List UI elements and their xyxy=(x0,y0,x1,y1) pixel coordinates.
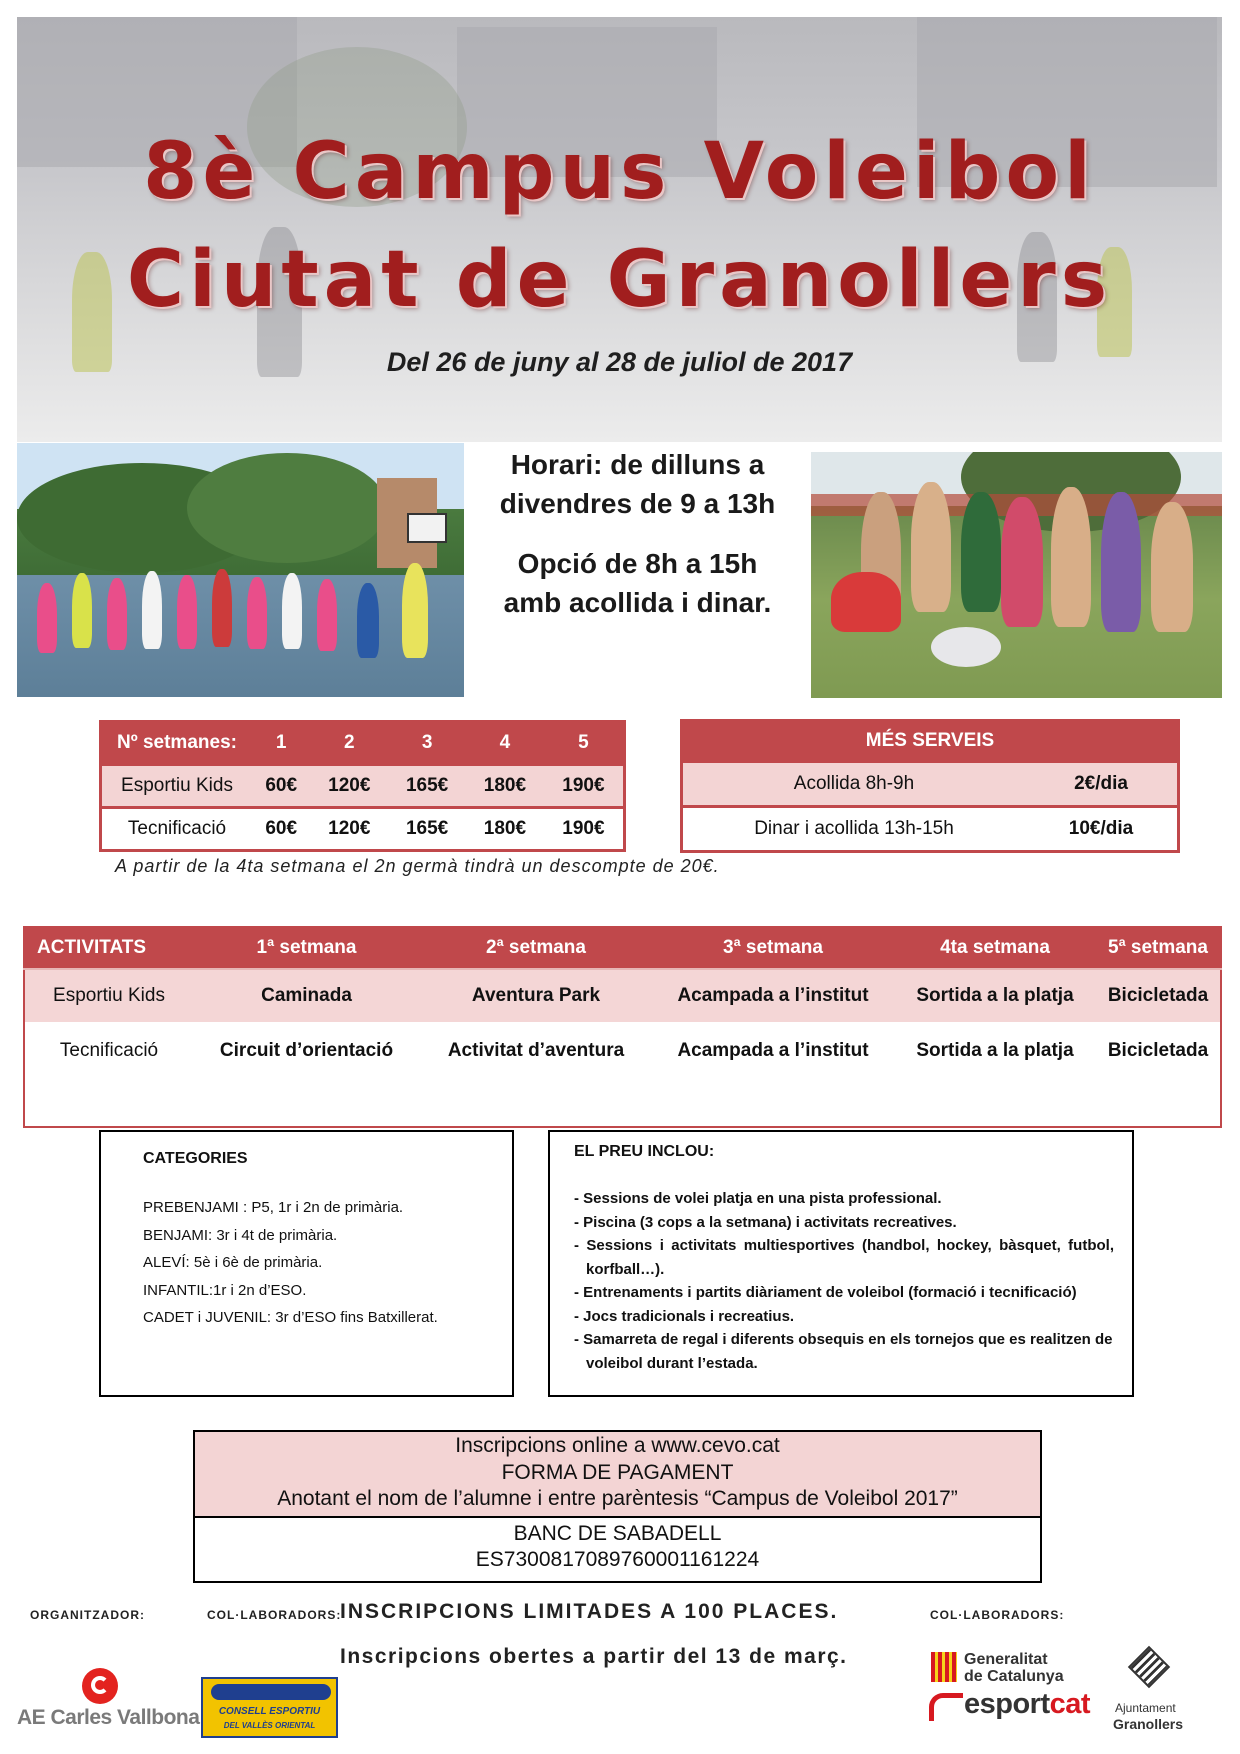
esportcat-logo-text: esportcat xyxy=(964,1688,1091,1720)
payment-method-title: FORMA DE PAGAMENT xyxy=(501,1461,734,1484)
service-price: 2€/dia xyxy=(1025,762,1179,807)
collaborators-label-right: COL·LABORADORS: xyxy=(930,1608,1065,1622)
activity-item: Bicicletada xyxy=(1107,1040,1209,1061)
activity-item: Activitat d’aventura xyxy=(447,1040,625,1061)
category-item: BENJAMI: 3r i 4t de primària. xyxy=(143,1226,338,1244)
services-header-row xyxy=(682,721,1179,762)
price-value: 120€ xyxy=(310,765,388,808)
services-table xyxy=(680,719,1180,853)
activity-item: Circuit d’orientació xyxy=(219,1040,394,1061)
service-label: Dinar i acollida 13h-15h xyxy=(682,807,1026,852)
photo-volleyball-court xyxy=(17,443,464,697)
categories-list xyxy=(143,1194,503,1332)
photo-campers-group xyxy=(811,452,1222,698)
bank-iban: ES7300817089760001161224 xyxy=(475,1548,760,1571)
categories-title: CATEGORIES xyxy=(143,1150,248,1167)
price-week-4: 4 xyxy=(466,722,544,765)
activities-header-label: ACTIVITATS xyxy=(24,927,193,969)
ajuntament-logo-icon xyxy=(1128,1646,1170,1688)
campus-dates: Del 26 de juny al 28 de juliol de 2017 xyxy=(386,347,853,377)
consell-people-icon xyxy=(211,1684,331,1700)
category-item: CADET i JUVENIL: 3r d’ESO fins Batxillerat. xyxy=(143,1309,438,1326)
service-price: 10€/dia xyxy=(1025,807,1179,852)
activity-item: Sortida a la platja xyxy=(894,969,1096,1022)
schedule-line-1: Horari: de dilluns a xyxy=(510,449,765,480)
activities-week: 1ª setmana xyxy=(193,927,420,969)
service-label: Acollida 8h-9h xyxy=(682,762,1026,807)
services-title: MÉS SERVEIS xyxy=(682,721,1179,762)
price-includes-box xyxy=(548,1130,1134,1397)
price-row-label: Esportiu Kids xyxy=(101,765,253,808)
price-value: 165€ xyxy=(388,765,466,808)
organizer-label: ORGANITZADOR: xyxy=(30,1608,145,1622)
consell-esportiu-logo: CONSELL ESPORTIU DEL VALLÈS ORIENTAL xyxy=(201,1677,338,1738)
services-row xyxy=(682,762,1179,807)
activity-item: Acampada a l’institut xyxy=(652,969,894,1022)
price-week-1: 1 xyxy=(252,722,310,765)
price-header-label: Nº setmanes: xyxy=(101,722,253,765)
categories-box xyxy=(99,1130,514,1397)
price-row-label: Tecnificació xyxy=(101,808,253,851)
activity-item: Sortida a la platja xyxy=(916,1040,1074,1061)
limited-places-notice: INSCRIPCIONS LIMITADES A 100 PLACES. xyxy=(340,1600,839,1623)
payment-box xyxy=(193,1430,1042,1583)
price-week-3: 3 xyxy=(388,722,466,765)
activity-item: Bicicletada xyxy=(1096,969,1221,1022)
basketball-hoop xyxy=(407,513,447,543)
include-item: - Samarreta de regal i diferents obsequis en els tornejos que es realitzen de voleibol durant l’estada. xyxy=(574,1331,1113,1372)
includes-title: EL PREU INCLOU: xyxy=(574,1143,715,1160)
category-item: INFANTIL:1r i 2n d’ESO. xyxy=(143,1281,307,1299)
price-value: 60€ xyxy=(252,808,310,851)
title-line-2: Ciutat de Granollers xyxy=(126,235,1113,325)
category-item: ALEVÍ: 5è i 6è de primària. xyxy=(143,1254,323,1271)
price-value: 165€ xyxy=(388,808,466,851)
activities-week: 4ta setmana xyxy=(894,927,1096,969)
schedule-line-4: amb acollida i dinar. xyxy=(503,587,772,618)
activities-week: 2ª setmana xyxy=(420,927,652,969)
generalitat-logo-icon xyxy=(931,1652,957,1682)
price-table xyxy=(99,720,626,852)
services-row xyxy=(682,807,1179,852)
schedule-line-3: Opció de 8h a 15h xyxy=(517,548,758,579)
category-item: PREBENJAMI : P5, 1r i 2n de primària. xyxy=(143,1199,404,1216)
price-week-5: 5 xyxy=(544,722,625,765)
ajuntament-logo-text-1: Ajuntament xyxy=(1115,1701,1176,1715)
carles-vallbona-logo-text: AE Carles Vallbona xyxy=(17,1706,200,1729)
bank-name: BANC DE SABADELL xyxy=(513,1522,722,1545)
generalitat-logo-text-1: Generalitat xyxy=(964,1651,1048,1668)
price-value: 180€ xyxy=(466,765,544,808)
registration-online: Inscripcions online a www.cevo.cat xyxy=(455,1434,780,1457)
include-item: - Sessions i activitats multiesportives (handbol, hockey, bàsquet, futbol, korfball…). xyxy=(574,1237,1114,1278)
activities-week: 3ª setmana xyxy=(652,927,894,969)
activities-week: 5ª setmana xyxy=(1096,927,1221,969)
activities-row-label: Esportiu Kids xyxy=(24,969,193,1022)
esportcat-logo-icon xyxy=(929,1693,963,1721)
includes-list xyxy=(574,1187,1114,1375)
include-item: - Sessions de volei platja en una pista professional. xyxy=(574,1190,942,1207)
price-row-tecnificacio xyxy=(101,808,625,851)
activity-item: Caminada xyxy=(193,969,420,1022)
include-item: - Entrenaments i partits diàriament de voleibol (formació i tecnificació) xyxy=(574,1284,1077,1301)
include-item: - Piscina (3 cops a la setmana) i activitats recreatives. xyxy=(574,1213,957,1231)
price-row-esportiu-kids xyxy=(101,765,625,808)
price-value: 190€ xyxy=(544,765,625,808)
title-line-1: 8è Campus Voleibol xyxy=(143,127,1096,217)
activity-item: Aventura Park xyxy=(420,969,652,1022)
schedule-line-2: divendres de 9 a 13h xyxy=(499,488,776,519)
collaborators-label-left: COL·LABORADORS: xyxy=(207,1608,342,1622)
activity-item: Acampada a l’institut xyxy=(677,1040,869,1061)
activities-header-row xyxy=(24,927,1221,969)
carles-vallbona-logo-icon xyxy=(82,1668,118,1704)
price-value: 180€ xyxy=(466,808,544,851)
include-item: - Jocs tradicionals i recreatius. xyxy=(574,1307,795,1325)
sibling-discount-note: A partir de la 4ta setmana el 2n germà tindrà un descompte de 20€. xyxy=(115,856,720,876)
price-value: 60€ xyxy=(252,765,310,808)
registration-open-date: Inscripcions obertes a partir del 13 de març. xyxy=(340,1645,848,1668)
price-value: 190€ xyxy=(544,808,625,851)
payment-instructions: Anotant el nom de l’alumne i entre parèntesis “Campus de Voleibol 2017” xyxy=(277,1487,958,1510)
activities-row-tecnificacio xyxy=(24,1022,1221,1080)
hero-banner xyxy=(17,17,1222,442)
price-week-2: 2 xyxy=(310,722,388,765)
activities-table xyxy=(23,926,1222,1128)
activities-spacer-row xyxy=(24,1080,1221,1127)
price-header-row xyxy=(101,722,625,765)
activities-row-esportiu-kids xyxy=(24,969,1221,1022)
generalitat-logo-text-2: de Catalunya xyxy=(964,1668,1064,1685)
ajuntament-logo-text-2: Granollers xyxy=(1113,1716,1184,1732)
price-value: 120€ xyxy=(310,808,388,851)
activities-row-label: Tecnificació xyxy=(59,1040,159,1061)
